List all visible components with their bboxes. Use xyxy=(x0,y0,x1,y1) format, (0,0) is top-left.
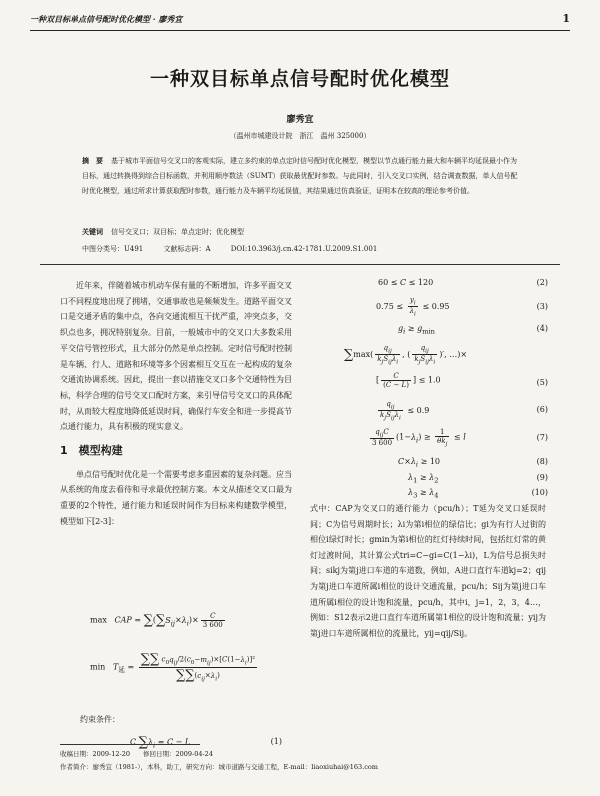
keywords-text: 信号交叉口；双目标；单点定时；优化模型 xyxy=(111,228,244,236)
eqnum-7: (7) xyxy=(536,433,548,442)
variable-definitions: 式中：CAP为交叉口的通行能力（pcu/h）；T延为交叉口延误时间；C为信号周期时长；λi为第i相位的绿信比；gi为有行人过街的相位i绿灯时长；gmin为第i相位的红灯持续时间，包括红灯常的黄灯过渡时间，其计算公式tri=C−gi=C(1−λi)，L为信号总损失时间；sikj为第j进口车道的车道数，例如，A进口直行车道kj=2；qij为第j进口车道所属i相位的设计交通流量，pcu/h；Sij为第j进口车道所属i相位的设计饱和流量，pcu/h，其中i，j=1，2，3，4…，例如：S12表示2进口直行车道所属第1相位的设计饱和流量；yij为第j进口车道所属相位的流量比，yij=qij/Sij。 xyxy=(310,504,546,638)
section-separator xyxy=(40,264,560,265)
section-title: 1 模型构建 xyxy=(60,444,123,458)
classification xyxy=(82,244,520,254)
right-column xyxy=(310,501,546,641)
equation-3: 0.75 ≤ $\frac{y_i}{\lambda_i}$ ≤ 0.95 xyxy=(376,296,450,318)
eqnum-5: (5) xyxy=(536,378,548,387)
constraint-label: 约束条件： xyxy=(80,715,120,724)
eqnum-10: (10) xyxy=(531,488,548,497)
min-label: min xyxy=(90,662,106,672)
affiliation: （温州市城建设计院 浙江 温州 325000） xyxy=(229,132,371,140)
objective-min: min $T_延$ = $\frac{\sum\sum c_0q_{ij}/2(c_0-m_{ij})\times[C(1-\lambda_i)]^2}{\sum\sum(c_{ij}\times\lambda_i)}$ xyxy=(90,652,256,683)
equation-4: $g_i \ge g_{min}$ xyxy=(398,324,435,336)
eqnum-1: (1) xyxy=(270,737,282,746)
eqnum-8: (8) xyxy=(536,457,548,466)
equation-7: $\frac{q_{ij}C}{3 600}$ $(1-\lambda_i)$ ≥ $\frac{1}{\theta k_j}$ ≤ l xyxy=(372,428,466,448)
abstract-label: 摘 要 xyxy=(82,156,103,165)
intro-paragraph: 近年来，伴随着城市机动车保有量的不断增加，许多平面交叉口不同程度地出现了拥堵，交通事故也是频频发生。道路平面交叉口是交通矛盾的集中点，各向交通流相互干扰严重，冲突点多，交织点也多，拥况特别复杂。目前，一般城市中的交叉口大多数采用平交信号管控形式，且大部分仍然是单点控制。定时信号配时控制是车辆、行人、道路和环境等多个因素相互交互在一起构成的复杂交通流协调系统。因此，提出一套以措施交叉口多个交通特性为目标，科学合理的信号交叉口配时方案，来引导信号交叉口的具体配时，从而较大程度地降低延误时间，确保行车安全和进一步提高节点通行能力，具有积极的现实意义。 xyxy=(60,281,292,432)
equation-2: 60 ≤ C ≤ 120 xyxy=(378,278,434,287)
clc-code: 中图分类号：U491 xyxy=(82,245,144,253)
footnote-rule xyxy=(60,744,200,745)
abstract xyxy=(82,153,520,199)
eqnum-6: (6) xyxy=(536,405,548,414)
max-label: max xyxy=(90,615,107,625)
equation-10: $\lambda_3 \ge \lambda_4$ xyxy=(408,488,439,500)
doc-code: 文献标志码：A xyxy=(163,245,211,253)
equation-6: $\frac{q_{ij}}{k_jS_{ij}\lambda_i}$ ≤ 0.9 xyxy=(380,400,430,422)
equation-9: $\lambda_1 \ge \lambda_2$ xyxy=(408,473,439,485)
eqnum-9: (9) xyxy=(536,473,548,482)
abstract-text: 基于城市平面信号交叉口的客观实际，建立多约束的单点定时信号配时优化模型，模型以节点通行能力最大和车辆平均延误最小作为目标，通过转换得到综合目标函数，并利用顺序数法（SUMT）获取最优配时参数。与此同时，引入交叉口实例，结合调查数据，单人信号配时优化模型，通过所求计算获取配时参数，通行能力及车辆平均延误值，其结果通过仿真验证，证明本在较高的理论参考价值。 xyxy=(82,157,518,195)
footnote-received: 收稿日期：2009-12-20 修回日期：2009-04-24 xyxy=(60,750,213,758)
equation-8: $C\times\lambda_i \ge 10$ xyxy=(398,457,441,469)
page-number: 1 xyxy=(562,12,570,25)
eqnum-4: (4) xyxy=(536,324,548,333)
author: 廖秀宜 xyxy=(286,115,314,125)
paper-title: 一种双目标单点信号配时优化模型 xyxy=(149,68,450,90)
doi: DOI:10.3963/j.cn.42-1781.U.2009.S1.001 xyxy=(230,245,378,253)
keywords-label: 关键词 xyxy=(82,227,103,236)
keywords xyxy=(82,227,520,237)
section-paragraph: 单点信号配时优化是一个需要考虑多重因素的复杂问题。应当从系统的角度去看待和寻求最优控制方案。本文从描述交叉口最为重要的2个特性，通行能力和延误时间作为目标来构建数学模型，模型如下[2-3]： xyxy=(60,469,292,526)
running-header xyxy=(30,14,570,28)
left-column xyxy=(60,278,292,530)
equation-5-line2: [ $\frac{C}{(C - L)}$ ] ≤ 1.0 xyxy=(376,372,441,389)
equation-5-line1: ∑max( $\frac{q_{ij}}{k_jS_{ij}\lambda_i}$ , ( $\frac{q_{ij}}{k_jS_{ij}\lambda_i}$ )′, …)× xyxy=(344,344,468,366)
objective-max: max CAP = $\sum(\sum S_{ij}\times\lambda_i)\times$ $\frac{C}{3 600}$ xyxy=(90,612,223,629)
running-title: 一种双目标单点信号配时优化模型 · 廖秀宜 xyxy=(30,14,183,24)
eqnum-3: (3) xyxy=(536,302,548,311)
equation-1: C $\sum\lambda_i = C - L$ xyxy=(130,735,191,750)
header-rule xyxy=(30,30,570,31)
footnote-bio: 作者简介：廖秀宜（1981-），本科，助工，研究方向：城市道路与交通工程，E-mail：liaoxiuhai@163.com xyxy=(60,763,378,771)
eqnum-2: (2) xyxy=(536,278,548,287)
